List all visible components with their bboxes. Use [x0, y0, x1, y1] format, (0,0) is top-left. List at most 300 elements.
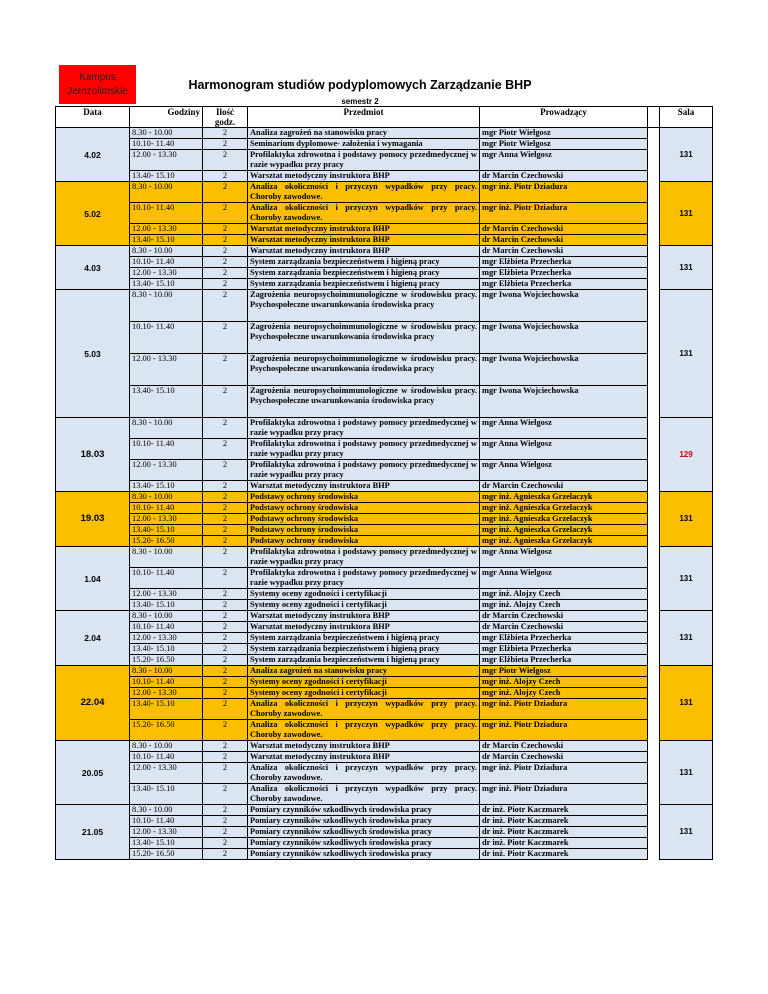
- session-time: 8.30 - 10.00: [130, 290, 203, 322]
- day-date: 21.05: [56, 805, 130, 860]
- session-subject: Profilaktyka zdrowotna i podstawy pomocy przedmedycznej w razie wypadku przy pracy: [248, 150, 480, 171]
- session-time: 12.00 - 13.30: [130, 763, 203, 784]
- session-hours: 2: [203, 386, 248, 418]
- column-gap: [648, 246, 660, 257]
- session-lecturer: mgr Elżbieta Przecherka: [480, 633, 648, 644]
- session-subject: Systemy oceny zgodności i certyfikacji: [248, 688, 480, 699]
- session-time: 12.00 - 13.30: [130, 224, 203, 235]
- session-subject: System zarządzania bezpieczeństwem i higieną pracy: [248, 633, 480, 644]
- column-gap: [648, 224, 660, 235]
- day-date: 4.03: [56, 246, 130, 290]
- session-lecturer: mgr Anna Wielgosz: [480, 150, 648, 171]
- session-lecturer: mgr inż. Agnieszka Grzelaczyk: [480, 525, 648, 536]
- session-hours: 2: [203, 290, 248, 322]
- session-time: 12.00 - 13.30: [130, 589, 203, 600]
- column-gap: [648, 290, 660, 322]
- session-lecturer: dr inż. Piotr Kaczmarek: [480, 816, 648, 827]
- session-subject: System zarządzania bezpieczeństwem i higieną pracy: [248, 644, 480, 655]
- session-time: 15.20- 16.50: [130, 720, 203, 741]
- schedule-row: [56, 589, 713, 600]
- column-gap: [648, 322, 660, 354]
- schedule-row: [56, 514, 713, 525]
- session-hours: 2: [203, 633, 248, 644]
- session-lecturer: mgr inż. Alojzy Czech: [480, 589, 648, 600]
- session-subject: Profilaktyka zdrowotna i podstawy pomocy przedmedycznej w razie wypadku przy pracy: [248, 568, 480, 589]
- column-gap: [648, 492, 660, 503]
- session-hours: 2: [203, 525, 248, 536]
- schedule-row: [56, 600, 713, 611]
- campus-badge: [59, 65, 136, 104]
- session-lecturer: mgr Iwona Wojciechowska: [480, 322, 648, 354]
- session-subject: Warsztat metodyczny instruktora BHP: [248, 481, 480, 492]
- session-subject: Systemy oceny zgodności i certyfikacji: [248, 589, 480, 600]
- session-subject: Zagrożenia neuropsychoimmunologiczne w środowisku pracy. Psychospołeczne uwarunkowania środowiska pracy: [248, 290, 480, 322]
- session-lecturer: mgr inż. Piotr Dziadura: [480, 203, 648, 224]
- session-hours: 2: [203, 224, 248, 235]
- page-title: Harmonogram studiów podyplomowych Zarządzanie BHP: [188, 78, 532, 92]
- day-room: 131: [660, 290, 713, 418]
- session-time: 8.30 - 10.00: [130, 805, 203, 816]
- session-lecturer: dr Marcin Czechowski: [480, 246, 648, 257]
- day-date: 1.04: [56, 547, 130, 611]
- session-time: 12.00 - 13.30: [130, 827, 203, 838]
- session-time: 10.10- 11.40: [130, 677, 203, 688]
- session-time: 13.40- 15.10: [130, 481, 203, 492]
- session-lecturer: dr inż. Piotr Kaczmarek: [480, 827, 648, 838]
- session-subject: Warsztat metodyczny instruktora BHP: [248, 741, 480, 752]
- session-lecturer: mgr Elżbieta Przecherka: [480, 644, 648, 655]
- schedule-row: [56, 536, 713, 547]
- session-time: 12.00 - 13.30: [130, 514, 203, 525]
- schedule-row: [56, 547, 713, 568]
- column-gap: [648, 150, 660, 171]
- session-subject: Systemy oceny zgodności i certyfikacji: [248, 600, 480, 611]
- session-subject: System zarządzania bezpieczeństwem i higieną pracy: [248, 655, 480, 666]
- column-gap: [648, 525, 660, 536]
- session-time: 8.30 - 10.00: [130, 492, 203, 503]
- session-subject: Analiza zagrożeń na stanowisku pracy: [248, 128, 480, 139]
- schedule-row: [56, 666, 713, 677]
- session-hours: 2: [203, 827, 248, 838]
- session-subject: Warsztat metodyczny instruktora BHP: [248, 246, 480, 257]
- column-gap: [648, 460, 660, 481]
- session-lecturer: dr Marcin Czechowski: [480, 622, 648, 633]
- schedule-row: [56, 611, 713, 622]
- schedule-row: [56, 741, 713, 752]
- day-date: 2.04: [56, 611, 130, 666]
- session-hours: 2: [203, 784, 248, 805]
- schedule-row: [56, 677, 713, 688]
- session-hours: 2: [203, 492, 248, 503]
- session-subject: Pomiary czynników szkodliwych środowiska pracy: [248, 816, 480, 827]
- session-time: 13.40- 15.10: [130, 279, 203, 290]
- column-gap: [648, 688, 660, 699]
- session-hours: 2: [203, 763, 248, 784]
- session-time: 10.10- 11.40: [130, 568, 203, 589]
- session-lecturer: mgr Elżbieta Przecherka: [480, 268, 648, 279]
- session-subject: Podstawy ochrony środowiska: [248, 514, 480, 525]
- session-time: 8.30 - 10.00: [130, 611, 203, 622]
- column-gap: [648, 611, 660, 622]
- column-gap: [648, 128, 660, 139]
- schedule-row: [56, 354, 713, 386]
- schedule-row: [56, 139, 713, 150]
- session-lecturer: mgr Elżbieta Przecherka: [480, 655, 648, 666]
- session-hours: 2: [203, 257, 248, 268]
- session-time: 8.30 - 10.00: [130, 128, 203, 139]
- schedule-row: [56, 568, 713, 589]
- session-time: 10.10- 11.40: [130, 439, 203, 460]
- session-time: 13.40- 15.10: [130, 600, 203, 611]
- day-room: 131: [660, 492, 713, 547]
- session-hours: 2: [203, 150, 248, 171]
- schedule-row: [56, 644, 713, 655]
- session-hours: 2: [203, 235, 248, 246]
- column-gap: [648, 536, 660, 547]
- session-hours: 2: [203, 622, 248, 633]
- schedule-row: [56, 439, 713, 460]
- session-lecturer: dr Marcin Czechowski: [480, 171, 648, 182]
- header-date: Data: [56, 107, 130, 128]
- column-gap: [648, 741, 660, 752]
- column-gap: [648, 600, 660, 611]
- session-subject: Podstawy ochrony środowiska: [248, 503, 480, 514]
- session-time: 13.40- 15.10: [130, 525, 203, 536]
- schedule-row: [56, 622, 713, 633]
- column-gap: [648, 354, 660, 386]
- session-hours: 2: [203, 752, 248, 763]
- session-time: 10.10- 11.40: [130, 257, 203, 268]
- session-lecturer: mgr Piotr Wielgosz: [480, 139, 648, 150]
- schedule-row: [56, 224, 713, 235]
- session-subject: Profilaktyka zdrowotna i podstawy pomocy przedmedycznej w razie wypadku przy pracy: [248, 418, 480, 439]
- column-gap: [648, 763, 660, 784]
- session-lecturer: mgr inż. Piotr Dziadura: [480, 763, 648, 784]
- column-gap: [648, 386, 660, 418]
- column-gap: [648, 589, 660, 600]
- schedule-row: [56, 386, 713, 418]
- column-gap: [648, 235, 660, 246]
- schedule-row: [56, 849, 713, 860]
- session-lecturer: mgr inż. Piotr Dziadura: [480, 699, 648, 720]
- campus-badge-line1: Kampus: [79, 71, 116, 83]
- session-lecturer: mgr Anna Wielgosz: [480, 418, 648, 439]
- session-time: 10.10- 11.40: [130, 503, 203, 514]
- column-gap: [648, 677, 660, 688]
- session-hours: 2: [203, 838, 248, 849]
- column-gap: [648, 752, 660, 763]
- session-time: 8.30 - 10.00: [130, 741, 203, 752]
- schedule-row: [56, 827, 713, 838]
- session-lecturer: mgr inż. Agnieszka Grzelaczyk: [480, 536, 648, 547]
- session-subject: Profilaktyka zdrowotna i podstawy pomocy przedmedycznej w razie wypadku przy pracy: [248, 439, 480, 460]
- session-lecturer: dr Marcin Czechowski: [480, 235, 648, 246]
- session-hours: 2: [203, 182, 248, 203]
- schedule-row: [56, 805, 713, 816]
- column-gap: [648, 418, 660, 439]
- column-gap: [648, 666, 660, 677]
- column-gap: [648, 182, 660, 203]
- session-lecturer: mgr Anna Wielgosz: [480, 460, 648, 481]
- session-hours: 2: [203, 589, 248, 600]
- session-lecturer: mgr Iwona Wojciechowska: [480, 386, 648, 418]
- day-room: 131: [660, 547, 713, 611]
- schedule-row: [56, 171, 713, 182]
- session-subject: Analiza zagrożeń na stanowisku pracy: [248, 666, 480, 677]
- column-gap: [648, 805, 660, 816]
- column-gap: [648, 503, 660, 514]
- session-lecturer: dr inż. Piotr Kaczmarek: [480, 838, 648, 849]
- session-subject: Analiza okoliczności i przyczyn wypadków przy pracy. Choroby zawodowe.: [248, 763, 480, 784]
- column-gap: [648, 633, 660, 644]
- session-lecturer: mgr Elżbieta Przecherka: [480, 279, 648, 290]
- session-time: 8.30 - 10.00: [130, 547, 203, 568]
- day-room: 131: [660, 182, 713, 246]
- session-lecturer: mgr Elżbieta Przecherka: [480, 257, 648, 268]
- column-gap: [648, 699, 660, 720]
- session-hours: 2: [203, 128, 248, 139]
- session-time: 10.10- 11.40: [130, 322, 203, 354]
- schedule-row: [56, 633, 713, 644]
- session-lecturer: mgr Piotr Wielgosz: [480, 128, 648, 139]
- session-lecturer: dr Marcin Czechowski: [480, 481, 648, 492]
- session-time: 13.40- 15.10: [130, 838, 203, 849]
- schedule-row: [56, 246, 713, 257]
- session-subject: Podstawy ochrony środowiska: [248, 492, 480, 503]
- header-hours: Godziny: [130, 107, 203, 128]
- session-time: 15.20- 16.50: [130, 536, 203, 547]
- schedule-row: [56, 838, 713, 849]
- session-subject: Profilaktyka zdrowotna i podstawy pomocy przedmedycznej w razie wypadku przy pracy: [248, 547, 480, 568]
- header-gap: [648, 107, 660, 128]
- session-time: 12.00 - 13.30: [130, 688, 203, 699]
- schedule-row: [56, 655, 713, 666]
- column-gap: [648, 547, 660, 568]
- session-hours: 2: [203, 720, 248, 741]
- session-hours: 2: [203, 514, 248, 525]
- session-hours: 2: [203, 699, 248, 720]
- session-time: 10.10- 11.40: [130, 816, 203, 827]
- session-hours: 2: [203, 805, 248, 816]
- session-hours: 2: [203, 547, 248, 568]
- session-lecturer: mgr inż. Agnieszka Grzelaczyk: [480, 514, 648, 525]
- schedule-row: [56, 150, 713, 171]
- session-hours: 2: [203, 322, 248, 354]
- session-subject: Zagrożenia neuropsychoimmunologiczne w środowisku pracy. Psychospołeczne uwarunkowania środowiska pracy: [248, 322, 480, 354]
- schedule-row: [56, 784, 713, 805]
- session-time: 10.10- 11.40: [130, 203, 203, 224]
- header-count: Ilość godz.: [203, 107, 248, 128]
- session-subject: Pomiary czynników szkodliwych środowiska pracy: [248, 838, 480, 849]
- session-hours: 2: [203, 568, 248, 589]
- schedule-row: [56, 525, 713, 536]
- column-gap: [648, 203, 660, 224]
- column-gap: [648, 849, 660, 860]
- session-subject: Podstawy ochrony środowiska: [248, 525, 480, 536]
- schedule-row: [56, 752, 713, 763]
- column-gap: [648, 268, 660, 279]
- session-hours: 2: [203, 655, 248, 666]
- session-time: 12.00 - 13.30: [130, 460, 203, 481]
- schedule-row: [56, 257, 713, 268]
- schedule-body: [56, 128, 713, 860]
- column-gap: [648, 720, 660, 741]
- day-date: 18.03: [56, 418, 130, 492]
- schedule-row: [56, 290, 713, 322]
- day-room: 131: [660, 128, 713, 182]
- schedule-row: [56, 763, 713, 784]
- session-hours: 2: [203, 611, 248, 622]
- session-lecturer: mgr Iwona Wojciechowska: [480, 354, 648, 386]
- column-gap: [648, 816, 660, 827]
- schedule-row: [56, 235, 713, 246]
- session-hours: 2: [203, 816, 248, 827]
- session-time: 15.20- 16.50: [130, 655, 203, 666]
- day-date: 4.02: [56, 128, 130, 182]
- day-room: 131: [660, 666, 713, 741]
- schedule-row: [56, 279, 713, 290]
- schedule-row: [56, 492, 713, 503]
- session-time: 13.40- 15.10: [130, 386, 203, 418]
- session-time: 10.10- 11.40: [130, 622, 203, 633]
- session-hours: 2: [203, 418, 248, 439]
- session-subject: Podstawy ochrony środowiska: [248, 536, 480, 547]
- session-subject: Warsztat metodyczny instruktora BHP: [248, 611, 480, 622]
- session-time: 8.30 - 10.00: [130, 246, 203, 257]
- header-room: Sala: [660, 107, 713, 128]
- schedule-row: [56, 699, 713, 720]
- column-gap: [648, 655, 660, 666]
- session-time: 13.40- 15.10: [130, 235, 203, 246]
- column-gap: [648, 481, 660, 492]
- session-subject: Pomiary czynników szkodliwych środowiska pracy: [248, 827, 480, 838]
- session-lecturer: mgr inż. Alojzy Czech: [480, 600, 648, 611]
- header-lecturer: Prowadzący: [480, 107, 648, 128]
- session-hours: 2: [203, 460, 248, 481]
- session-time: 10.10- 11.40: [130, 139, 203, 150]
- day-room: 131: [660, 246, 713, 290]
- session-lecturer: mgr inż. Piotr Dziadura: [480, 182, 648, 203]
- day-date: 22.04: [56, 666, 130, 741]
- schedule-row: [56, 322, 713, 354]
- session-lecturer: mgr Piotr Wielgosz: [480, 666, 648, 677]
- session-lecturer: dr Marcin Czechowski: [480, 611, 648, 622]
- session-subject: System zarządzania bezpieczeństwem i higieną pracy: [248, 268, 480, 279]
- session-hours: 2: [203, 268, 248, 279]
- session-lecturer: dr Marcin Czechowski: [480, 752, 648, 763]
- column-gap: [648, 439, 660, 460]
- session-hours: 2: [203, 279, 248, 290]
- session-lecturer: mgr inż. Piotr Dziadura: [480, 720, 648, 741]
- session-subject: Profilaktyka zdrowotna i podstawy pomocy przedmedycznej w razie wypadku przy pracy: [248, 460, 480, 481]
- session-subject: Warsztat metodyczny instruktora BHP: [248, 224, 480, 235]
- session-hours: 2: [203, 536, 248, 547]
- session-hours: 2: [203, 849, 248, 860]
- session-time: 13.40- 15.10: [130, 644, 203, 655]
- day-room: 129: [660, 418, 713, 492]
- page-subtitle: semestr 2: [341, 97, 379, 106]
- schedule-row: [56, 203, 713, 224]
- day-date: 5.02: [56, 182, 130, 246]
- session-time: 8.30 - 10.00: [130, 418, 203, 439]
- column-gap: [648, 171, 660, 182]
- session-lecturer: mgr inż. Piotr Dziadura: [480, 784, 648, 805]
- session-subject: Analiza okoliczności i przyczyn wypadków przy pracy. Choroby zawodowe.: [248, 699, 480, 720]
- day-room: 131: [660, 741, 713, 805]
- session-subject: Analiza okoliczności i przyczyn wypadków przy pracy. Choroby zawodowe.: [248, 784, 480, 805]
- session-subject: Zagrożenia neuropsychoimmunologiczne w środowisku pracy. Psychospołeczne uwarunkowania środowiska pracy: [248, 354, 480, 386]
- schedule-row: [56, 481, 713, 492]
- session-time: 13.40- 15.10: [130, 784, 203, 805]
- column-gap: [648, 622, 660, 633]
- session-hours: 2: [203, 688, 248, 699]
- session-subject: System zarządzania bezpieczeństwem i higieną pracy: [248, 279, 480, 290]
- header-row: [56, 107, 713, 128]
- session-lecturer: mgr inż. Alojzy Czech: [480, 688, 648, 699]
- session-lecturer: dr inż. Piotr Kaczmarek: [480, 849, 648, 860]
- session-hours: 2: [203, 203, 248, 224]
- schedule-row: [56, 182, 713, 203]
- session-subject: Pomiary czynników szkodliwych środowiska pracy: [248, 849, 480, 860]
- schedule-row: [56, 268, 713, 279]
- session-time: 10.10- 11.40: [130, 752, 203, 763]
- session-subject: Warsztat metodyczny instruktora BHP: [248, 752, 480, 763]
- session-hours: 2: [203, 741, 248, 752]
- session-subject: Warsztat metodyczny instruktora BHP: [248, 171, 480, 182]
- column-gap: [648, 279, 660, 290]
- session-hours: 2: [203, 246, 248, 257]
- day-date: 5.03: [56, 290, 130, 418]
- column-gap: [648, 257, 660, 268]
- campus-badge-line2: Jerozolimskie: [67, 85, 128, 97]
- session-time: 12.00 - 13.30: [130, 354, 203, 386]
- header-subject: Przedmiot: [248, 107, 480, 128]
- schedule-row: [56, 816, 713, 827]
- day-room: 131: [660, 611, 713, 666]
- session-lecturer: mgr inż. Agnieszka Grzelaczyk: [480, 492, 648, 503]
- session-hours: 2: [203, 439, 248, 460]
- column-gap: [648, 568, 660, 589]
- session-time: 15.20- 16.50: [130, 849, 203, 860]
- schedule-row: [56, 418, 713, 439]
- schedule-row: [56, 128, 713, 139]
- session-hours: 2: [203, 644, 248, 655]
- session-subject: Systemy oceny zgodności i certyfikacji: [248, 677, 480, 688]
- day-room: 131: [660, 805, 713, 860]
- session-lecturer: mgr Anna Wielgosz: [480, 439, 648, 460]
- schedule-row: [56, 460, 713, 481]
- session-lecturer: dr inż. Piotr Kaczmarek: [480, 805, 648, 816]
- session-time: 12.00 - 13.30: [130, 268, 203, 279]
- session-subject: Analiza okoliczności i przyczyn wypadków przy pracy. Choroby zawodowe.: [248, 720, 480, 741]
- day-date: 20.05: [56, 741, 130, 805]
- session-lecturer: mgr inż. Agnieszka Grzelaczyk: [480, 503, 648, 514]
- session-hours: 2: [203, 481, 248, 492]
- session-subject: Pomiary czynników szkodliwych środowiska pracy: [248, 805, 480, 816]
- schedule-table: [55, 106, 713, 860]
- session-subject: Analiza okoliczności i przyczyn wypadków przy pracy. Choroby zawodowe.: [248, 203, 480, 224]
- column-gap: [648, 139, 660, 150]
- column-gap: [648, 827, 660, 838]
- session-subject: Analiza okoliczności i przyczyn wypadków przy pracy. Choroby zawodowe.: [248, 182, 480, 203]
- session-time: 8.30 - 10.00: [130, 666, 203, 677]
- schedule-row: [56, 503, 713, 514]
- session-subject: Seminarium dyplomowe- założenia i wymagania: [248, 139, 480, 150]
- session-subject: System zarządzania bezpieczeństwem i higieną pracy: [248, 257, 480, 268]
- session-lecturer: mgr inż. Alojzy Czech: [480, 677, 648, 688]
- session-subject: Warsztat metodyczny instruktora BHP: [248, 622, 480, 633]
- session-lecturer: dr Marcin Czechowski: [480, 224, 648, 235]
